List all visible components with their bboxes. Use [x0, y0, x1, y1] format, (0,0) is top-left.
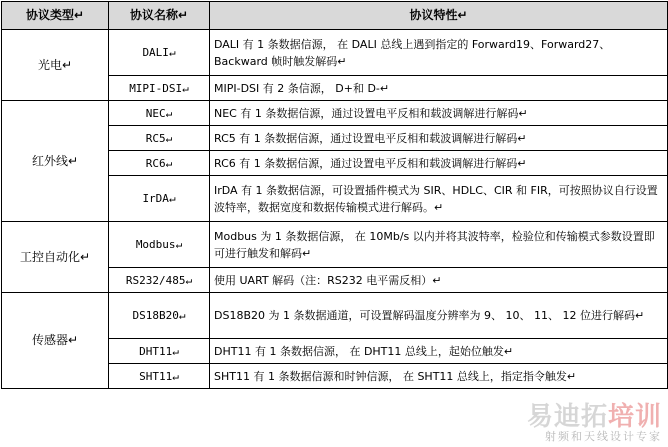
watermark-subtitle: 射频和天线设计专家 — [545, 430, 662, 443]
protocol-feature-cell: DHT11 有 1 条数据信源， 在 DHT11 总线上，起始位触发↵ — [210, 339, 668, 364]
protocol-feature-cell: SHT11 有 1 条数据信源和时钟信源， 在 SHT11 总线上，指定指令触发↵ — [210, 364, 668, 389]
protocol-name-cell: DHT11↵ — [109, 339, 210, 364]
header-protocol-type: 协议类型↵ — [2, 2, 109, 30]
protocol-name-cell: RS232/485↵ — [109, 268, 210, 293]
protocol-name-cell: MIPI-DSI↵ — [109, 76, 210, 101]
table-row — [2, 293, 668, 339]
protocol-feature-cell: DS18B20 为 1 条数据通道，可设置解码温度分辨率为 9、 10、 11、 12 位进行解码↵ — [210, 293, 668, 339]
protocol-name-cell: RC5↵ — [109, 126, 210, 151]
protocol-name-cell: DS18B20↵ — [109, 293, 210, 339]
protocol-feature-cell: RC6 有 1 条数据信源，通过设置电平反相和载波调解进行解码↵ — [210, 151, 668, 176]
category-cell: 光电↵ — [2, 30, 109, 101]
protocol-feature-cell: NEC 有 1 条数据信源，通过设置电平反相和载波调解进行解码↵ — [210, 101, 668, 126]
protocol-name-cell: Modbus↵ — [109, 222, 210, 268]
header-protocol-name: 协议名称↵ — [109, 2, 210, 30]
protocol-feature-cell: DALI 有 1 条数据信源， 在 DALI 总线上遇到指定的 Forward19、Forward27、Backward 帧时触发解码↵ — [210, 30, 668, 76]
protocol-name-cell: SHT11↵ — [109, 364, 210, 389]
watermark-title: 易迪拓培训 — [526, 402, 662, 432]
protocol-feature-cell: RC5 有 1 条数据信源，通过设置电平反相和载波调解进行解码↵ — [210, 126, 668, 151]
header-protocol-feature: 协议特性↵ — [210, 2, 668, 30]
protocol-name-cell: RC6↵ — [109, 151, 210, 176]
protocol-name-cell: IrDA↵ — [109, 176, 210, 222]
category-cell: 工控自动化↵ — [2, 222, 109, 293]
protocol-name-cell: DALI↵ — [109, 30, 210, 76]
protocol-feature-cell: 使用 UART 解码（注：RS232 电平需反相）↵ — [210, 268, 668, 293]
category-cell: 红外线↵ — [2, 101, 109, 222]
header-row — [2, 2, 668, 30]
protocol-feature-cell: Modbus 为 1 条数据信源， 在 10Mb/s 以内并将其波特率，检验位和传输模式参数设置即可进行触发和解码↵ — [210, 222, 668, 268]
table-row — [2, 101, 668, 126]
table-row — [2, 222, 668, 268]
category-cell: 传感器↵ — [2, 293, 109, 389]
watermark — [527, 403, 662, 443]
protocol-table — [1, 1, 668, 389]
table-row — [2, 30, 668, 76]
protocol-feature-cell: MIPI-DSI 有 2 条信源， D+和 D-↵ — [210, 76, 668, 101]
protocol-feature-cell: IrDA 有 1 条数据信源，可设置插件模式为 SIR、HDLC、CIR 和 FIR，可按照协议自行设置波特率，数据宽度和数据传输模式进行解码。↵ — [210, 176, 668, 222]
protocol-name-cell: NEC↵ — [109, 101, 210, 126]
